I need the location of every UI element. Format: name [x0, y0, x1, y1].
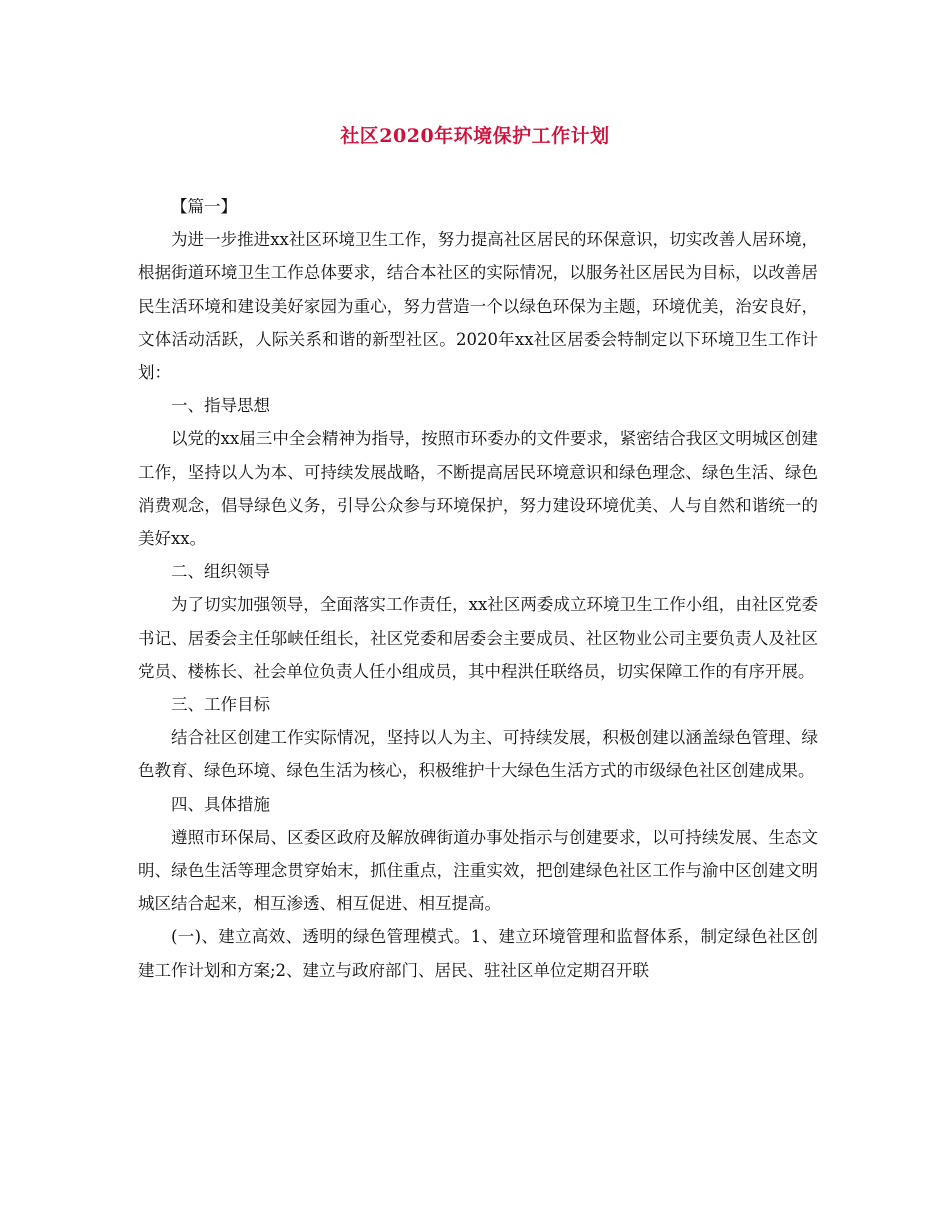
section-label-part-one: 【篇一】: [171, 197, 237, 216]
document-title: 社区2020年环境保护工作计划: [340, 125, 610, 147]
heading-guiding-ideology: 一、指导思想: [171, 396, 270, 416]
guiding-ideology-paragraph: 以党的xx届三中全会精神为指导，按照市环委办的文件要求，紧密结合我区文明城区创建工作，坚持以人为本、可持续发展战略，不断提高居民环境意识和绿色理念、绿色生活、绿色消费观念，倡导绿色义务，引导公众参与环境保护，努力建设环境优美、人与自然和谐统一的美好xx。: [138, 429, 818, 549]
heading-specific-measures: 四、具体措施: [171, 794, 270, 814]
document-body: [138, 190, 818, 987]
specific-measures-paragraph: 遵照市环保局、区委区政府及解放碑街道办事处指示与创建要求，以可持续发展、生态文明、绿色生活等理念贯穿始末，抓住重点，注重实效，把创建绿色社区工作与渝中区创建文明城区结合起来，相互渗透、相互促进、相互提高。: [138, 827, 818, 914]
measure-one-paragraph: (一)、建立高效、透明的绿色管理模式。1、建立环境管理和监督体系，制定绿色社区创建工作计划和方案;2、建立与政府部门、居民、驻社区单位定期召开联: [138, 927, 818, 980]
work-goals-paragraph: 结合社区创建工作实际情况，坚持以人为主、可持续发展，积极创建以涵盖绿色管理、绿色教育、绿色环境、绿色生活为核心，积极维护十大绿色生活方式的市级绿色社区创建成果。: [138, 728, 818, 781]
heading-organization-leadership: 二、组织领导: [171, 562, 270, 582]
heading-work-goals: 三、工作目标: [171, 695, 270, 715]
organization-leadership-paragraph: 为了切实加强领导，全面落实工作责任，xx社区两委成立环境卫生工作小组，由社区党委书记、居委会主任邬峡任组长，社区党委和居委会主要成员、社区物业公司主要负责人及社区党员、楼栋长、社会单位负责人任小组成员，其中程洪任联络员，切实保障工作的有序开展。: [138, 595, 818, 681]
intro-paragraph: 为进一步推进xx社区环境卫生工作，努力提高社区居民的环保意识，切实改善人居环境，根据街道环境卫生工作总体要求，结合本社区的实际情况，以服务社区居民为目标，以改善居民生活环境和建设美好家园为重心，努力营造一个以绿色环保为主题，环境优美，治安良好，文体活动活跃，人际关系和谐的新型社区。2020年xx社区居委会特制定以下环境卫生工作计划：: [138, 230, 818, 383]
